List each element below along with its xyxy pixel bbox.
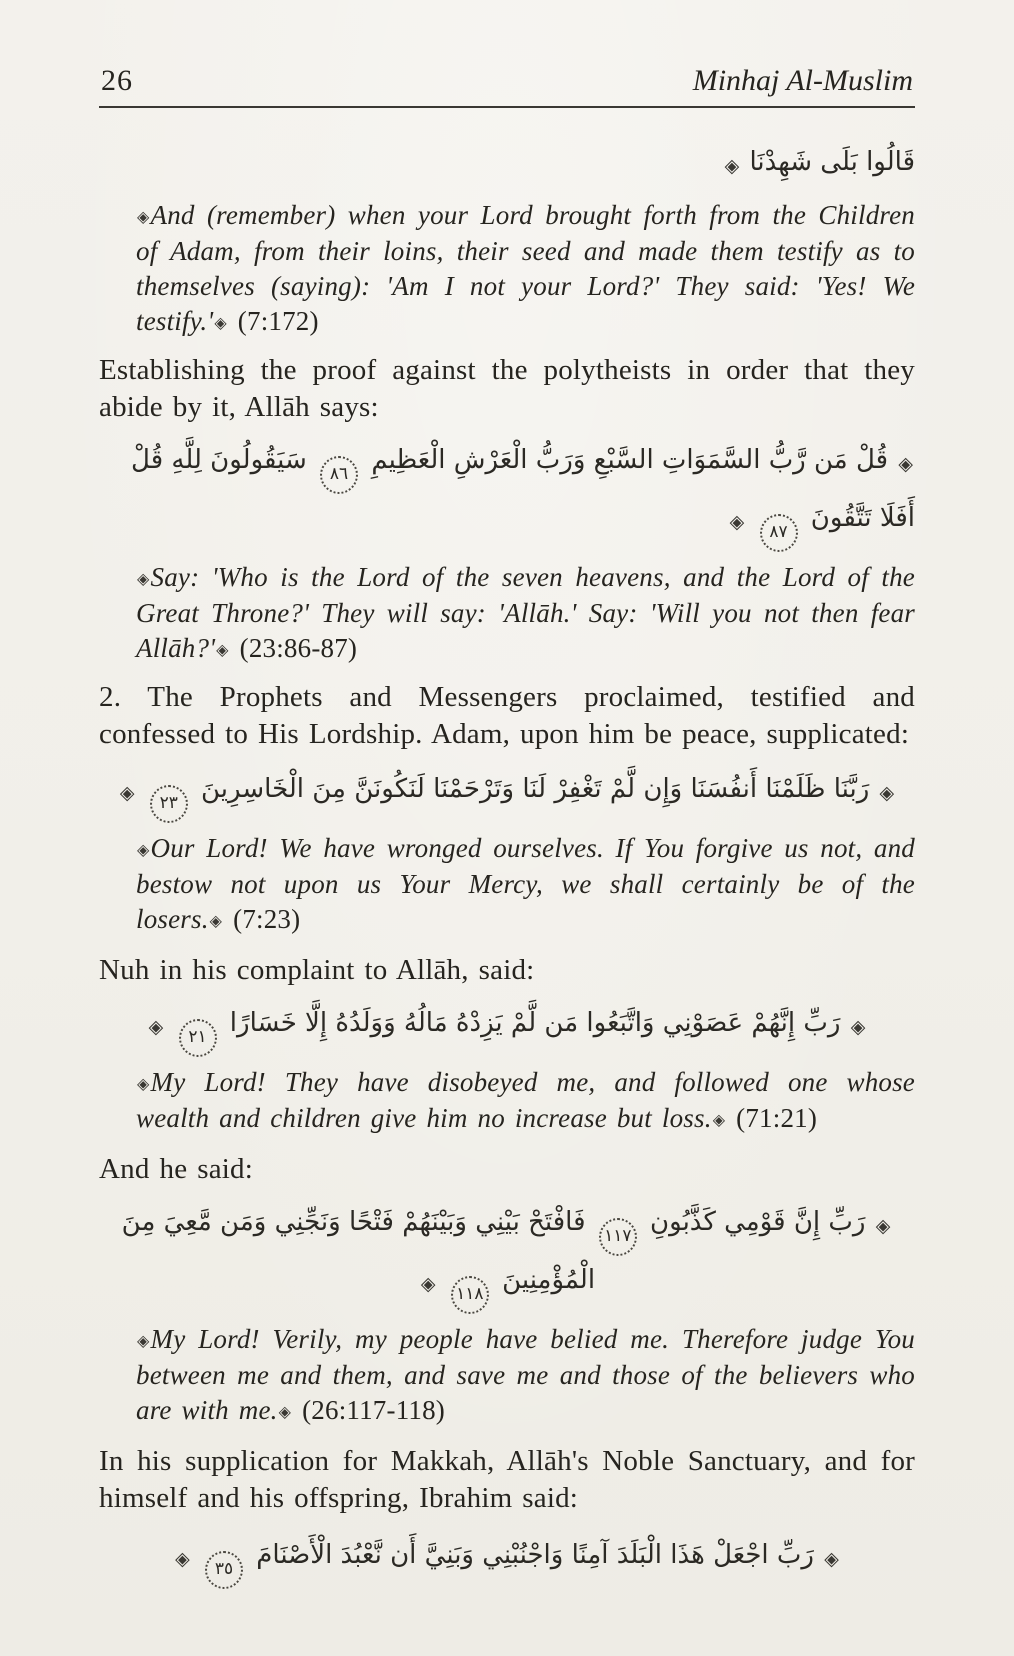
body-paragraph-and-he-said: And he said: bbox=[99, 1153, 253, 1185]
arabic-verse-71-21 bbox=[99, 999, 915, 1057]
body-paragraph-prophets-messengers: 2. The Prophets and Messengers proclaimed, testified and confessed to His Lordship. Adam, upon him be peace, supplicated: bbox=[99, 681, 915, 750]
body-paragraph-ibrahim-supplication: In his supplication for Makkah, Allāh's Noble Sanctuary, and for himself and his offspring, Ibrahim said: bbox=[99, 1445, 915, 1514]
verse-ornament-icon: ◈ bbox=[875, 1215, 891, 1237]
verse-ornament-icon: ◈ bbox=[724, 155, 740, 177]
ayah-number: ١١٧ bbox=[599, 1218, 637, 1256]
translation-text: Our Lord! We have wronged ourselves. If You forgive us not, and bestow not upon us Your Mercy, we shall certainly be of the losers. bbox=[136, 833, 915, 934]
arabic-text: رَبِّ إِنَّهُمْ عَصَوْنِي وَاتَّبَعُوا مَن لَّمْ يَزِدْهُ مَالُهُ وَوَلَدُهُ إِلَّا خَسَارًا bbox=[229, 1008, 841, 1038]
verse-close-ornament-icon: ◈ bbox=[209, 911, 223, 930]
arabic-verse-7-23 bbox=[99, 765, 915, 823]
verse-ornament-icon: ◈ bbox=[420, 1273, 436, 1295]
translation-quote-7-172 bbox=[136, 198, 915, 340]
ayah-number: ٨٧ bbox=[760, 514, 798, 552]
translation-text: My Lord! They have disobeyed me, and followed one whose wealth and children give him no increase but loss. bbox=[136, 1067, 915, 1133]
verse-ornament-icon: ◈ bbox=[879, 782, 895, 804]
arabic-verse-23-86-87 bbox=[99, 436, 915, 552]
verse-reference: (23:86-87) bbox=[239, 633, 358, 663]
ayah-number: ٢٣ bbox=[150, 785, 188, 823]
arabic-text: رَبَّنَا ظَلَمْنَا أَنفُسَنَا وَإِن لَّمْ تَغْفِرْ لَنَا وَتَرْحَمْنَا لَنَكُونَنَّ مِنَ الْخَاسِرِينَ bbox=[200, 774, 870, 804]
translation-quote-26-117-118 bbox=[136, 1322, 915, 1429]
verse-open-ornament-icon: ◈ bbox=[137, 1074, 150, 1093]
arabic-text: سَيَقُولُونَ لِلَّهِ قُلْ أَفَلَا تَتَّقُونَ bbox=[131, 445, 915, 533]
ayah-number: ١١٨ bbox=[451, 1276, 489, 1314]
arabic-text: رَبِّ إِنَّ قَوْمِي كَذَّبُونِ bbox=[650, 1207, 866, 1237]
verse-ornament-icon: ◈ bbox=[119, 782, 135, 804]
translation-quote-23-86-87 bbox=[136, 560, 915, 667]
verse-ornament-icon: ◈ bbox=[850, 1016, 866, 1038]
verse-reference: (7:172) bbox=[237, 306, 319, 336]
ayah-number: ٣٥ bbox=[205, 1551, 243, 1589]
body-paragraph-nuh-complaint: Nuh in his complaint to Allāh, said: bbox=[99, 954, 535, 986]
verse-reference: (26:117-118) bbox=[302, 1395, 445, 1425]
verse-ornament-icon: ◈ bbox=[824, 1548, 839, 1570]
verse-open-ornament-icon: ◈ bbox=[137, 1331, 150, 1350]
verse-ornament-icon: ◈ bbox=[898, 453, 913, 475]
arabic-verse-26-117-118 bbox=[99, 1198, 915, 1314]
verse-open-ornament-icon: ◈ bbox=[137, 840, 150, 859]
verse-ornament-icon: ◈ bbox=[729, 511, 745, 533]
translation-quote-7-23 bbox=[136, 831, 915, 938]
verse-close-ornament-icon: ◈ bbox=[712, 1110, 726, 1129]
translation-quote-71-21 bbox=[136, 1065, 915, 1137]
verse-reference: (71:21) bbox=[736, 1103, 818, 1133]
ayah-number: ٨٦ bbox=[320, 456, 358, 494]
verse-open-ornament-icon: ◈ bbox=[137, 207, 150, 226]
verse-reference: (7:23) bbox=[233, 904, 301, 934]
translation-text: Say: 'Who is the Lord of the seven heavens, and the Lord of the Great Throne?' They will say: 'Allāh.' Say: 'Will you not then fear Allāh?' bbox=[136, 562, 915, 663]
translation-text: And (remember) when your Lord brought forth from the Children of Adam, from their loins, their seed and made them testify as to themselves (saying): 'Am I not your Lord?' They said: 'Yes! We testify.' bbox=[136, 200, 915, 336]
translation-text: My Lord! Verily, my people have belied me. Therefore judge You between me and them, and save me and those of the believers who are with me. bbox=[136, 1324, 915, 1425]
body-paragraph-establishing-proof: Establishing the proof against the polytheists in order that they abide by it, Allāh says: bbox=[99, 354, 915, 423]
verse-ornament-icon: ◈ bbox=[148, 1016, 164, 1038]
arabic-verse-7-172 bbox=[99, 138, 915, 190]
verse-close-ornament-icon: ◈ bbox=[216, 640, 229, 659]
running-title: Minhaj Al-Muslim bbox=[692, 64, 913, 97]
arabic-text: قُلْ مَن رَّبُّ السَّمَوَاتِ السَّبْعِ وَرَبُّ الْعَرْشِ الْعَظِيمِ bbox=[371, 445, 889, 475]
page-header bbox=[99, 64, 915, 108]
arabic-text: رَبِّ اجْعَلْ هَذَا الْبَلَدَ آمِنًا وَاجْنُبْنِي وَبَنِيَّ أَن نَّعْبُدَ الْأَصْنَامَ bbox=[256, 1540, 814, 1570]
page-number: 26 bbox=[101, 64, 133, 97]
verse-close-ornament-icon: ◈ bbox=[278, 1402, 292, 1421]
ayah-number: ٢١ bbox=[179, 1019, 217, 1057]
arabic-text: قَالُوا بَلَى شَهِدْنَا bbox=[749, 147, 915, 177]
arabic-text: فَافْتَحْ بَيْنِي وَبَيْنَهُمْ فَتْحًا وَنَجِّنِي وَمَن مَّعِيَ مِنَ الْمُؤْمِنِينَ bbox=[121, 1207, 596, 1295]
arabic-verse-14-35 bbox=[99, 1531, 915, 1589]
verse-open-ornament-icon: ◈ bbox=[137, 569, 150, 588]
verse-ornament-icon: ◈ bbox=[175, 1548, 190, 1570]
verse-close-ornament-icon: ◈ bbox=[214, 313, 227, 332]
